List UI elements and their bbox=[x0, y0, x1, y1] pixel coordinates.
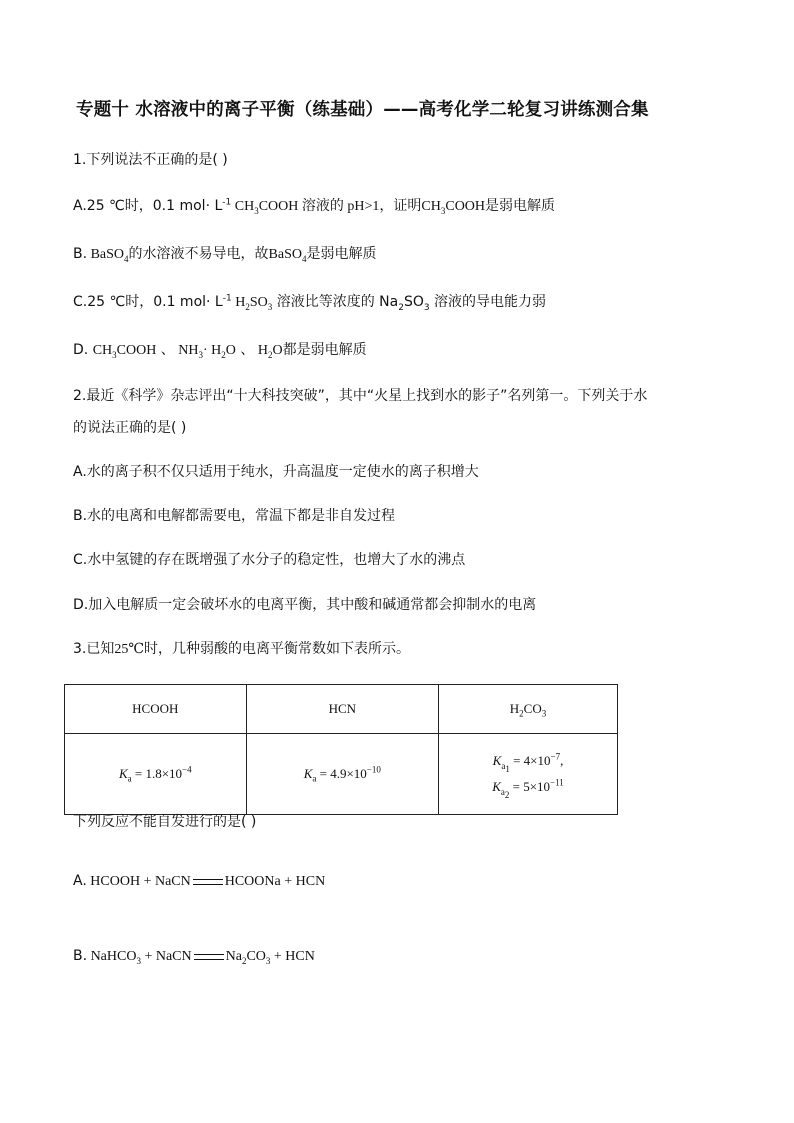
table-header-h2co3: $H_2CO_3$ bbox=[438, 685, 617, 734]
q3-stem: 3.已知25℃时，几种弱酸的电离平衡常数如下表所示。 bbox=[73, 641, 411, 657]
equals-arrow-icon bbox=[193, 879, 223, 885]
table-cell-hcn-ka: $K_a = 4.9\times 10^{-10}$ bbox=[246, 734, 438, 815]
table-cell-hcooh-ka: $K_a = 1.8\times 10^{-4}$ bbox=[65, 734, 247, 815]
equals-arrow-icon bbox=[194, 954, 224, 960]
q2-option-d: D.加入电解质一定会破坏水的电离平衡，其中酸和碱通常都会抑制水的电离 bbox=[73, 597, 537, 613]
q2-option-b: B.水的电离和电解都需要电，常温下都是非自发过程 bbox=[73, 508, 396, 524]
q2-stem-line2: 的说法正确的是( ) bbox=[73, 420, 187, 436]
q2-option-a: A.水的离子积不仅只适用于纯水，升高温度一定使水的离子积增大 bbox=[73, 464, 479, 480]
table-header-hcn: HCN bbox=[246, 685, 438, 734]
q1-option-d: D. $CH_3COOH$ 、 $NH_3\cdot H_2O$ 、 $H_2O$都是弱电解质 bbox=[73, 342, 367, 360]
q1-option-c: C.25 ℃时，0.1 $mol\cdot L^{-1}$ $H_2SO_3$ 溶液比等浓度的 $Na_2SO_3$ 溶液的导电能力弱 bbox=[73, 293, 547, 313]
table-header-hcooh: HCOOH bbox=[65, 685, 247, 734]
q2-option-c: C.水中氢键的存在既增强了水分子的稳定性，也增大了水的沸点 bbox=[73, 552, 466, 568]
page-title: 专题十 水溶液中的离子平衡（练基础）——高考化学二轮复习讲练测合集 bbox=[76, 100, 649, 120]
table-cell-h2co3-ka: $K_{a_1} = 4\times 10^{-7}$, $K_{a_2} = 5\times 10^{-11}$ bbox=[438, 734, 617, 815]
q3-option-a: A. HCOOH + NaCN HCOONa + HCN bbox=[73, 873, 326, 889]
q2-stem-line1: 2.最近《科学》杂志评出“十大科技突破”，其中“火星上找到水的影子”名列第一。下列关于水 bbox=[73, 388, 648, 404]
q1-option-b: B. BaSO$_4$的水溶液不易导电，故BaSO$_4$是弱电解质 bbox=[73, 246, 377, 264]
q3-after-table: 下列反应不能自发进行的是( ) bbox=[73, 814, 257, 830]
q1-option-a: A.25 ℃时，0.1 $mol\cdot L^{-1}$ $CH_3COOH$ 溶液的 pH>1，证明$CH_3COOH$是弱电解质 bbox=[73, 197, 556, 216]
q1-stem: 1.下列说法不正确的是( ) bbox=[73, 152, 228, 168]
ionization-constant-table bbox=[64, 684, 618, 815]
q3-option-b: B. NaHCO$_3$ + NaCN $Na_2CO_3$ + HCN bbox=[73, 948, 315, 966]
